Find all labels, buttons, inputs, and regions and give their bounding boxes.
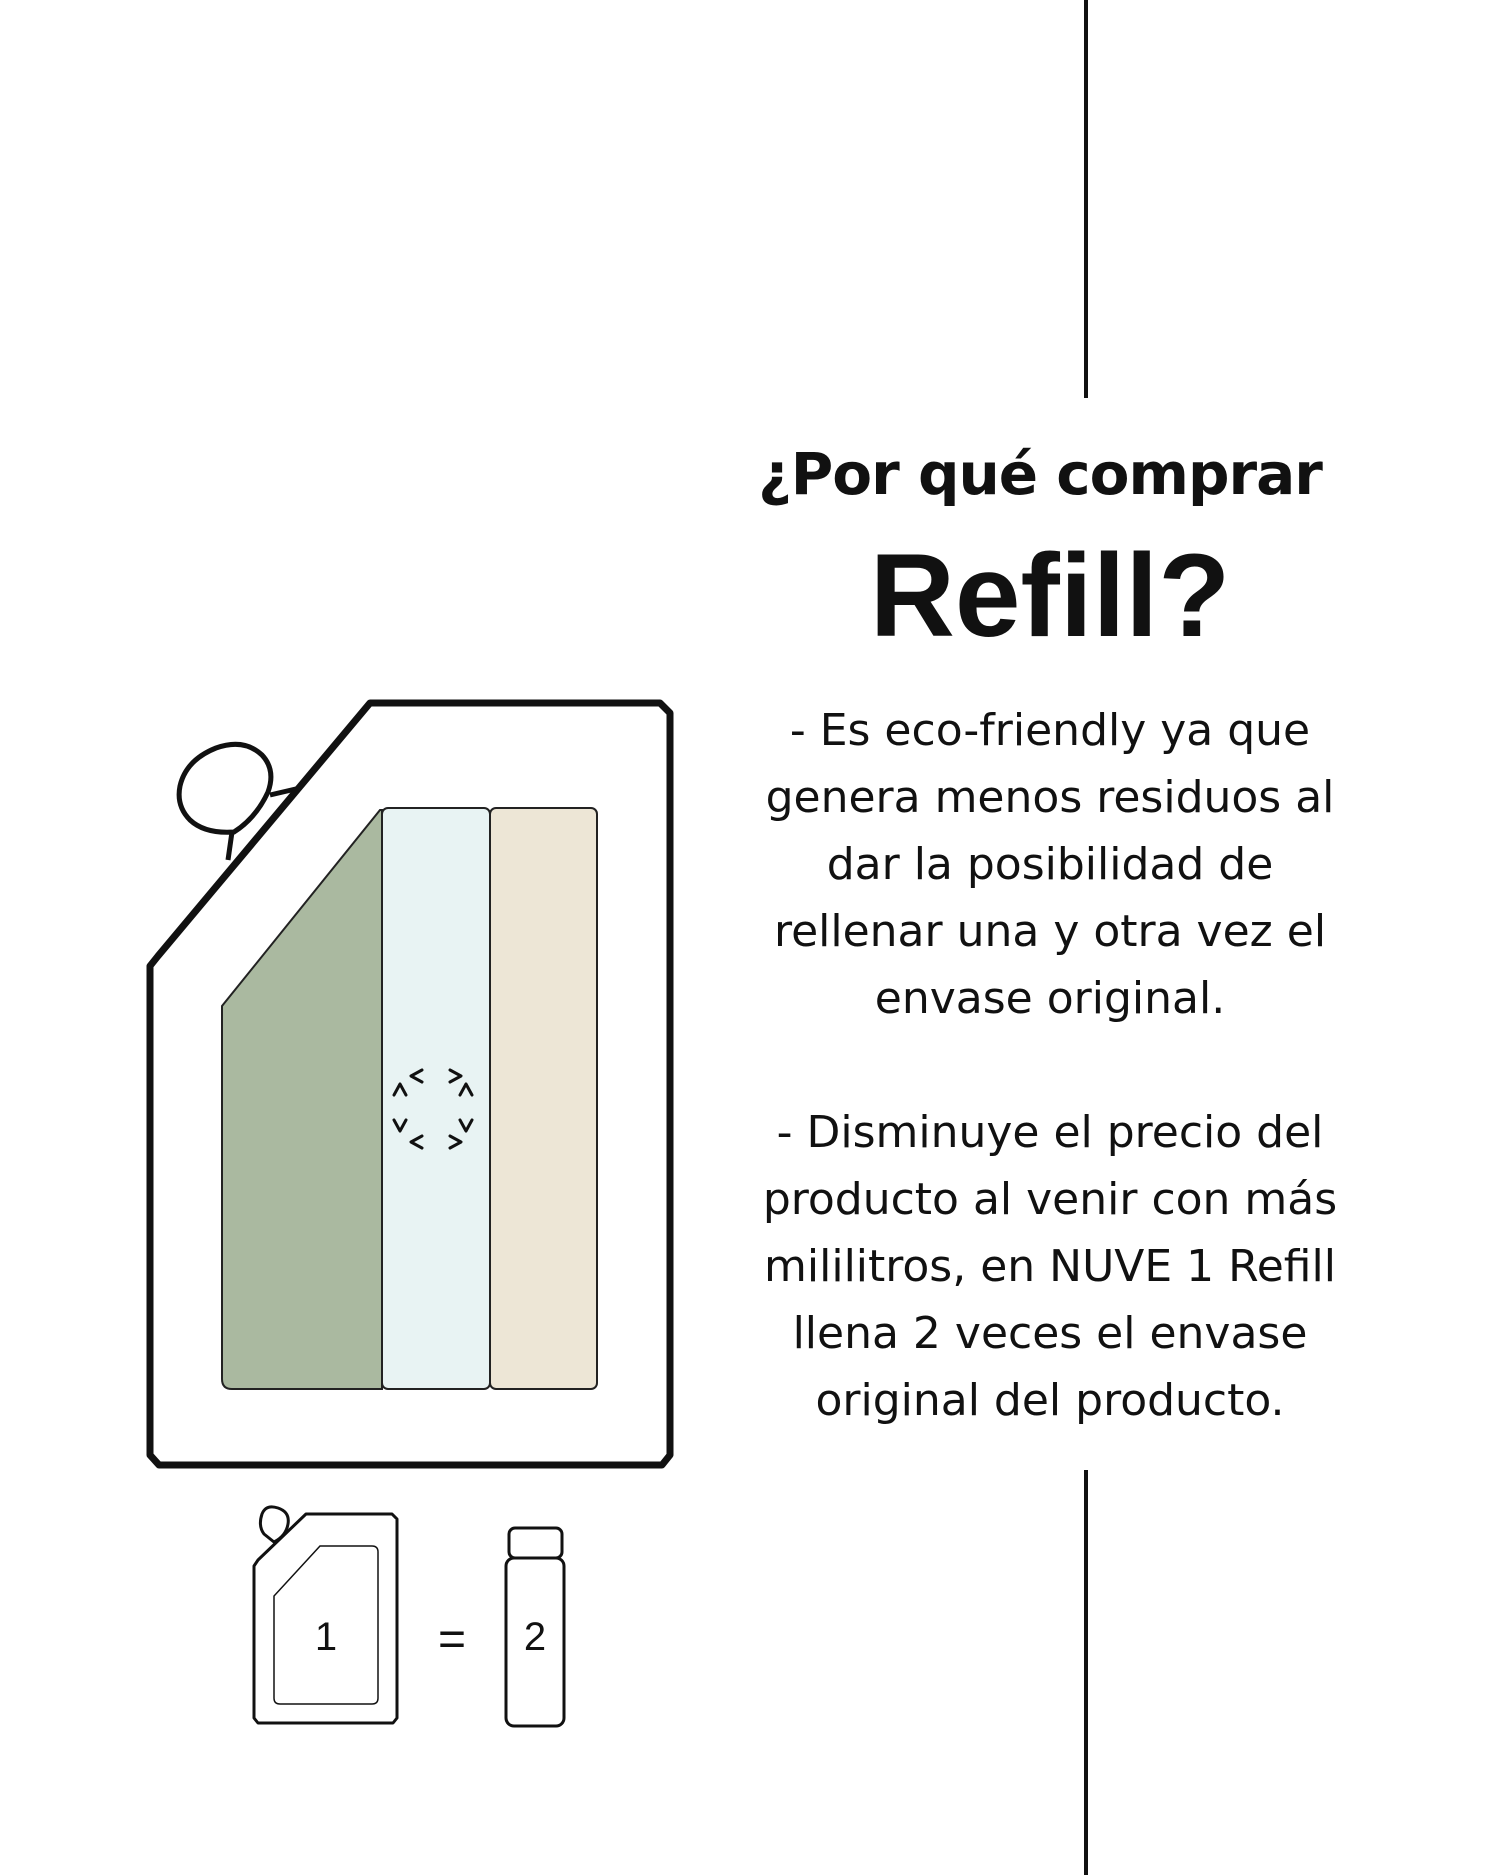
heading-question: ¿Por qué comprar [758,440,1322,508]
blue-panel [382,808,490,1389]
equation-operator: = [437,1613,467,1666]
paragraph-line: - Es eco-friendly ya que [789,705,1311,756]
paragraph-line: dar la posibilidad de [826,839,1274,890]
paragraph-line: envase original. [874,973,1226,1024]
paragraph-line: - Disminuye el precio del [776,1107,1324,1158]
paragraph-line: producto al venir con más [762,1174,1338,1225]
equation-left: 1 [314,1615,338,1659]
paragraph-line: llena 2 veces el envase [792,1308,1308,1359]
beige-panel [490,808,597,1389]
equation-right: 2 [523,1615,547,1659]
paragraph-line: rellenar una y otra vez el [773,906,1327,957]
refill-pouch-icon [150,703,670,1465]
benefit-paragraph-2 [740,1099,1360,1434]
paragraph-line: original del producto. [815,1375,1285,1426]
paragraph-line: genera menos residuos al [765,772,1335,823]
spout-cap [179,744,271,832]
heading-refill: Refill? [869,530,1231,662]
paragraph-line: mililitros, en NUVE 1 Refill [764,1241,1336,1292]
benefit-paragraph-1 [740,697,1360,1032]
